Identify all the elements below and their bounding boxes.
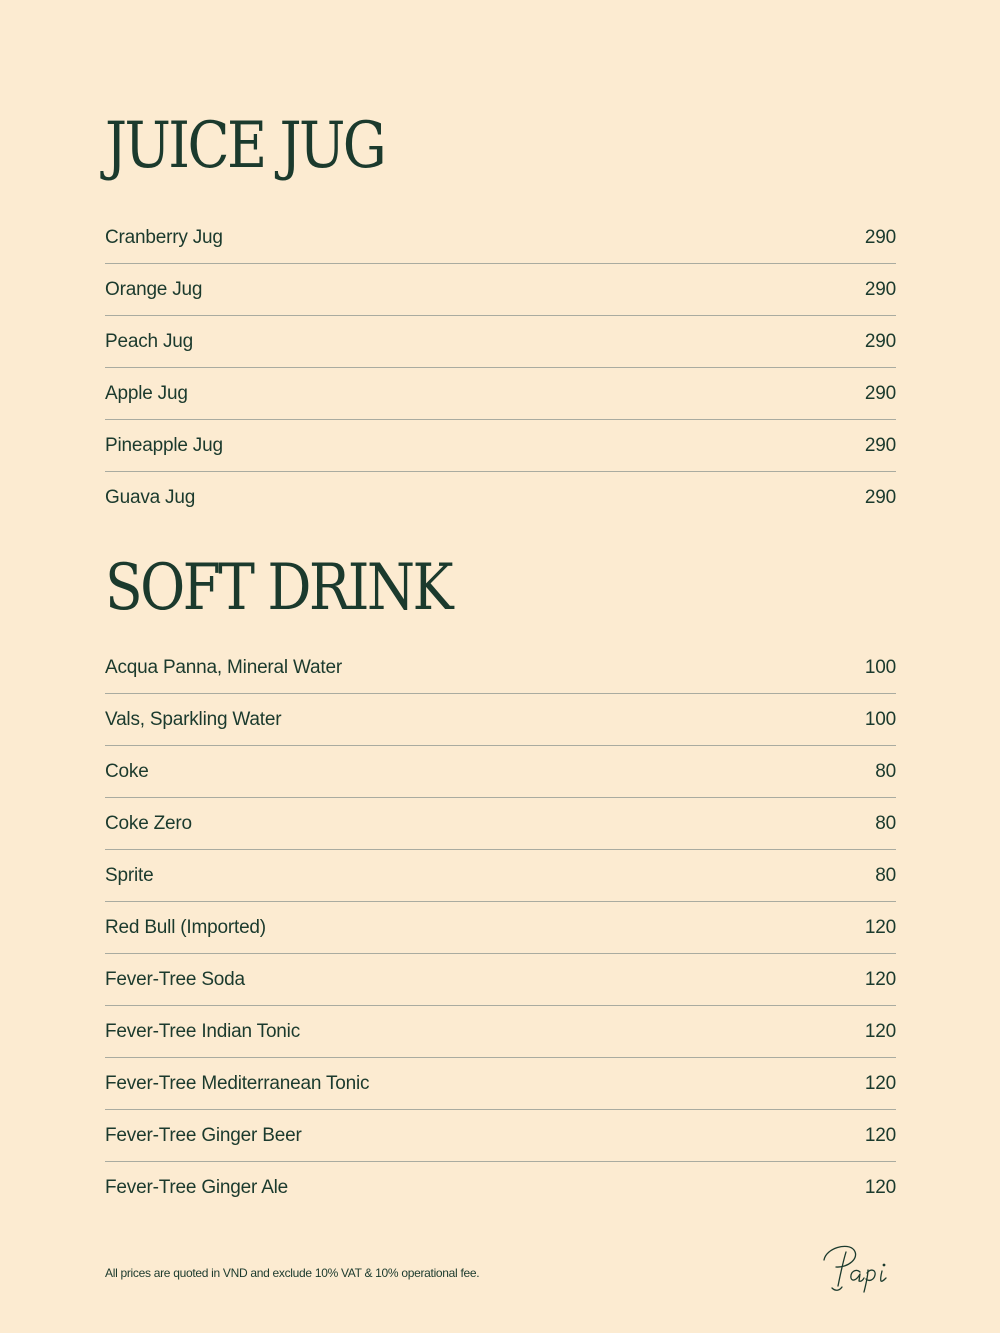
item-price: 120: [864, 916, 896, 938]
item-price: 80: [875, 864, 896, 886]
item-price: 290: [864, 330, 896, 352]
item-price: 120: [864, 968, 896, 990]
menu-item-list: [105, 642, 896, 1214]
item-price: 100: [864, 656, 896, 678]
item-name: Acqua Panna, Mineral Water: [105, 656, 342, 678]
menu-item-row: [105, 746, 896, 798]
item-name: Sprite: [105, 864, 154, 886]
papi-logo: [818, 1240, 896, 1294]
item-price: 120: [864, 1020, 896, 1042]
item-name: Red Bull (Imported): [105, 916, 266, 938]
section-title: SOFT DRINK: [105, 551, 452, 625]
menu-item-row: [105, 472, 896, 524]
item-name: Fever-Tree Mediterranean Tonic: [105, 1072, 370, 1094]
menu-item-row: [105, 798, 896, 850]
item-price: 290: [864, 382, 896, 404]
menu-item-row: [105, 1110, 896, 1162]
item-price: 290: [864, 226, 896, 248]
item-name: Fever-Tree Ginger Ale: [105, 1177, 289, 1198]
menu-item-row: [105, 850, 896, 902]
menu-item-row: [105, 902, 896, 954]
item-name: Fever-Tree Ginger Beer: [105, 1124, 302, 1146]
item-name: Fever-Tree Indian Tonic: [105, 1020, 300, 1042]
item-name: Guava Jug: [105, 487, 196, 508]
menu-item-row: [105, 1006, 896, 1058]
soft-drink-section: [105, 551, 896, 1198]
menu-item-row: [105, 1162, 896, 1214]
menu-item-row: [105, 954, 896, 1006]
menu-item-row: [105, 212, 896, 264]
item-price: 290: [864, 434, 896, 456]
item-name: Peach Jug: [105, 330, 193, 352]
menu-item-row: [105, 420, 896, 472]
menu-item-row: [105, 264, 896, 316]
item-name: Coke Zero: [105, 812, 192, 834]
item-price: 80: [875, 812, 896, 834]
menu-item-row: [105, 694, 896, 746]
menu-item-list: [105, 212, 896, 524]
item-name: Vals, Sparkling Water: [105, 708, 282, 730]
item-name: Orange Jug: [105, 278, 203, 300]
item-price: 80: [875, 760, 896, 782]
item-name: Apple Jug: [105, 382, 188, 404]
item-price: 120: [864, 1124, 896, 1146]
item-price: 100: [864, 708, 896, 730]
item-price: 120: [864, 1072, 896, 1094]
juice-jug-section: [105, 109, 896, 508]
menu-item-row: [105, 642, 896, 694]
item-name: Fever-Tree Soda: [105, 968, 245, 990]
item-price: 290: [864, 487, 896, 508]
section-title: JUICE JUG: [105, 109, 385, 183]
item-price: 120: [864, 1177, 896, 1198]
item-name: Pineapple Jug: [105, 434, 223, 456]
menu-item-row: [105, 1058, 896, 1110]
item-name: Cranberry Jug: [105, 226, 223, 248]
menu-item-row: [105, 316, 896, 368]
item-price: 290: [864, 278, 896, 300]
menu-item-row: [105, 368, 896, 420]
item-name: Coke: [105, 760, 149, 782]
price-disclaimer: All prices are quoted in VND and exclude 10% VAT & 10% operational fee.: [105, 1266, 480, 1280]
